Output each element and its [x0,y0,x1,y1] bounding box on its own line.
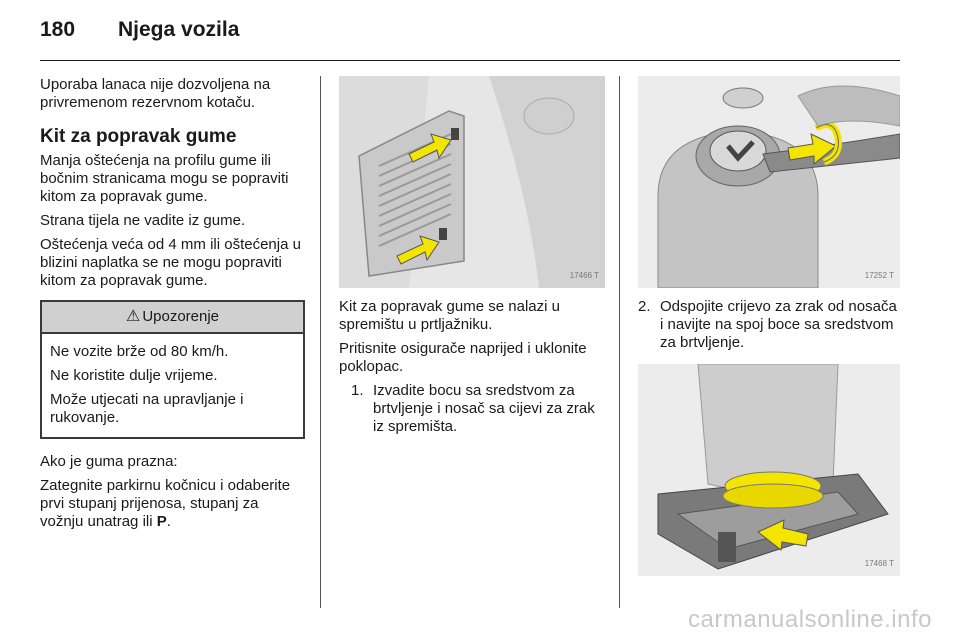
warning-line: Ne koristite dulje vrijeme. [50,367,218,384]
figure-storage-compartment [339,76,605,288]
watermark: carmanualsonline.info [688,606,932,633]
page-title: Njega vozila [118,18,240,41]
column-left [40,76,305,537]
figure-code: 17252 T [864,271,894,280]
step-text: Odspojite crijevo za zrak od nosača i navijte na spoj boce sa sredstvom za brtvljenje. [660,298,897,351]
figure-bottle-holder [638,364,900,576]
page-number: 180 [40,18,76,41]
intro-paragraph: Uporaba lanaca nije dozvoljena na privremenom rezervnom kotaču. [40,76,271,111]
step-text: Izvadite bocu sa sredstvom za brtvljenje i nosač sa cijevi za zrak iz spremišta. [373,382,595,435]
bottle-holder-illustration [638,364,900,576]
paragraph-flat-tyre: Ako je guma prazna: [40,453,178,470]
section-heading: Kit za popravak gume [40,126,237,147]
header-rule [40,60,900,61]
figure-sealant-bottle [638,76,900,288]
warning-line: Može utjecati na upravljanje i rukovanje. [50,391,244,426]
column-divider [619,76,620,608]
warning-triangle-icon: ⚠ [125,308,141,325]
paragraph-foreign-bodies: Strana tijela ne vadite iz gume. [40,212,246,229]
step-number: 2. [638,298,651,315]
gear-p-label: P [156,513,167,530]
step-item [351,382,605,436]
warning-box [40,300,305,439]
column-divider [320,76,321,608]
figure-code: 17466 T [569,271,599,280]
sealant-bottle-illustration [638,76,900,288]
step-item [638,298,900,352]
warning-title: Upozorenje [142,308,220,325]
column-right [638,76,900,576]
warning-line: Ne vozite brže od 80 km/h. [50,343,229,360]
step-number: 1. [351,382,364,399]
paragraph-parking-brake: Zategnite parkirnu kočnicu i odaberite prvi stupanj prijenosa, stupanj za vožnju unatrag ili P. [40,477,291,530]
paragraph-minor-damage: Manja oštećenja na profilu gume ili bočnim stranicama mogu se popraviti kitom za popravak gume. [40,152,289,205]
figure-code: 17468 T [864,559,894,568]
storage-compartment-illustration [339,76,605,288]
paragraph-kit-location: Kit za popravak gume se nalazi u spremištu u prtljažniku. [339,298,560,333]
paragraph-large-damage: Oštećenja veća od 4 mm ili oštećenja u blizini naplatka se ne mogu popraviti kitom za popravak gume. [40,236,301,289]
paragraph-remove-cover: Pritisnite osigurače naprijed i uklonite poklopac. [339,340,587,375]
warning-header [42,302,303,334]
warning-body [42,334,303,437]
column-middle [339,76,605,436]
